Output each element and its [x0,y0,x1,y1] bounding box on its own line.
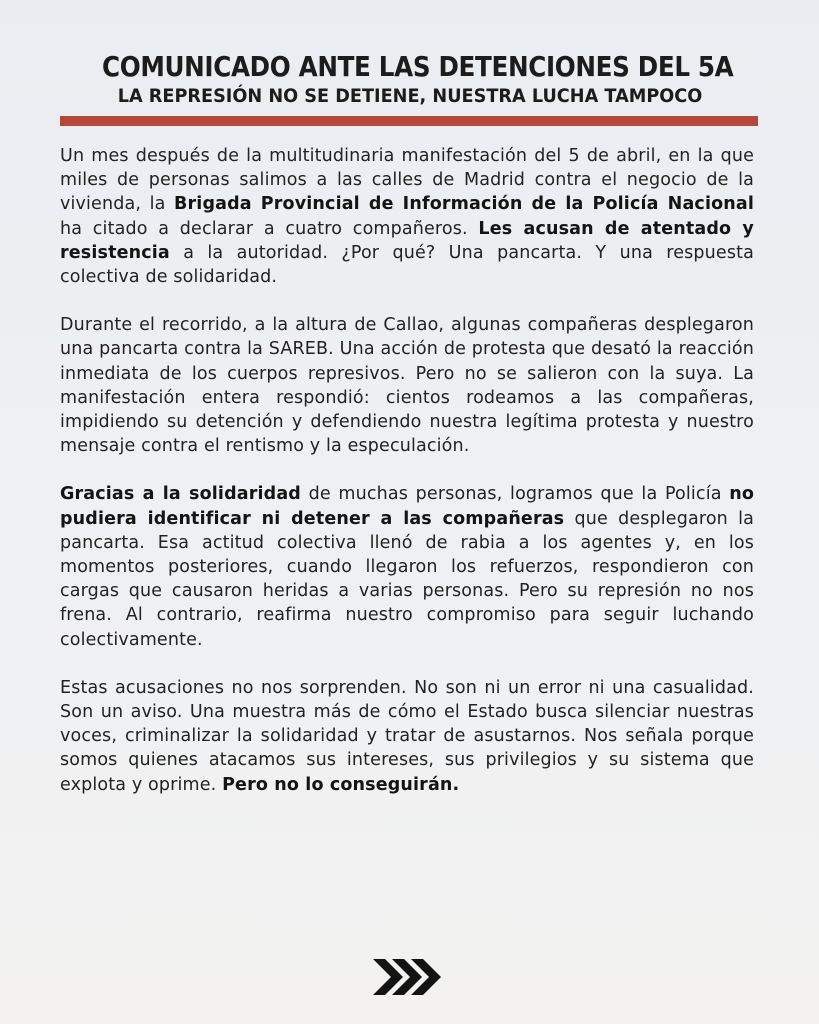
page-title: COMUNICADO ANTE LAS DETENCIONES DEL 5A [102,50,734,83]
paragraph-4 [60,676,754,797]
bold-text: Les acusan de atentado y resistencia [60,218,754,263]
triple-chevron-right-icon [371,956,445,998]
paragraph-2 [60,313,754,458]
next-page-button[interactable] [371,956,445,998]
bold-text: no pudiera identificar ni detener a las compañeras [60,484,755,529]
text-run: ha citado a declarar a cuatro compañeros. [60,218,479,239]
bold-text: Pero no lo conseguirán. [222,774,460,795]
text-run: a la autoridad. ¿Por qué? Una pancarta. Y una respuesta colectiva de solidaridad. [60,242,754,288]
text-run: Durante el recorrido, a la altura de Callao, algunas compañeras desplegaron una pancarta contra la SAREB. Una acción de protesta que desató la reacción inmediata de los cuerpos represivos. Pero no se salieron con la suya. La manifestación entera respondió: cientos rodeamos a las compañeras, impidiendo su detención y defendiendo nuestra legítima protesta y nuestro mensaje contra el rentismo y la especulación. [60,315,754,457]
bold-text: Brigada Provincial de Información de la Policía Nacional [174,194,754,215]
header [60,50,760,108]
text-run: de muchas personas, logramos que la Policía [300,484,730,505]
statement-body [60,144,754,821]
text-run: Estas acusaciones no nos sorprenden. No son ni un error ni una casualidad. Son un aviso. Una muestra más de cómo el Estado busca silenciar nuestras voces, criminalizar la solidaridad y tratar de asustarnos. Nos señala porque somos quienes atacamos sus intereses, sus privilegios y su sistema que explota y oprime. [60,677,754,795]
paragraph-3 [60,482,754,651]
text-run: que desplegaron la pancarta. Esa actitud colectiva llenó de rabia a los agentes y, en los momentos posteriores, cuando llegaron los refuerzos, respondieron con cargas que causaron heridas a varias personas. Pero su represión no nos frena. Al contrario, reafirma nuestro compromiso para seguir luchando colectivamente. [60,508,755,650]
title-divider [60,116,758,126]
text-run: Un mes después de la multitudinaria manifestación del 5 de abril, en la que miles de personas salimos a las calles de Madrid contra el negocio de la vivienda, la [60,146,754,215]
page-subtitle: LA REPRESIÓN NO SE DETIENE, NUESTRA LUCHA TAMPOCO [117,85,703,107]
paragraph-1 [60,144,754,289]
bold-text: Gracias a la solidaridad [60,484,301,505]
